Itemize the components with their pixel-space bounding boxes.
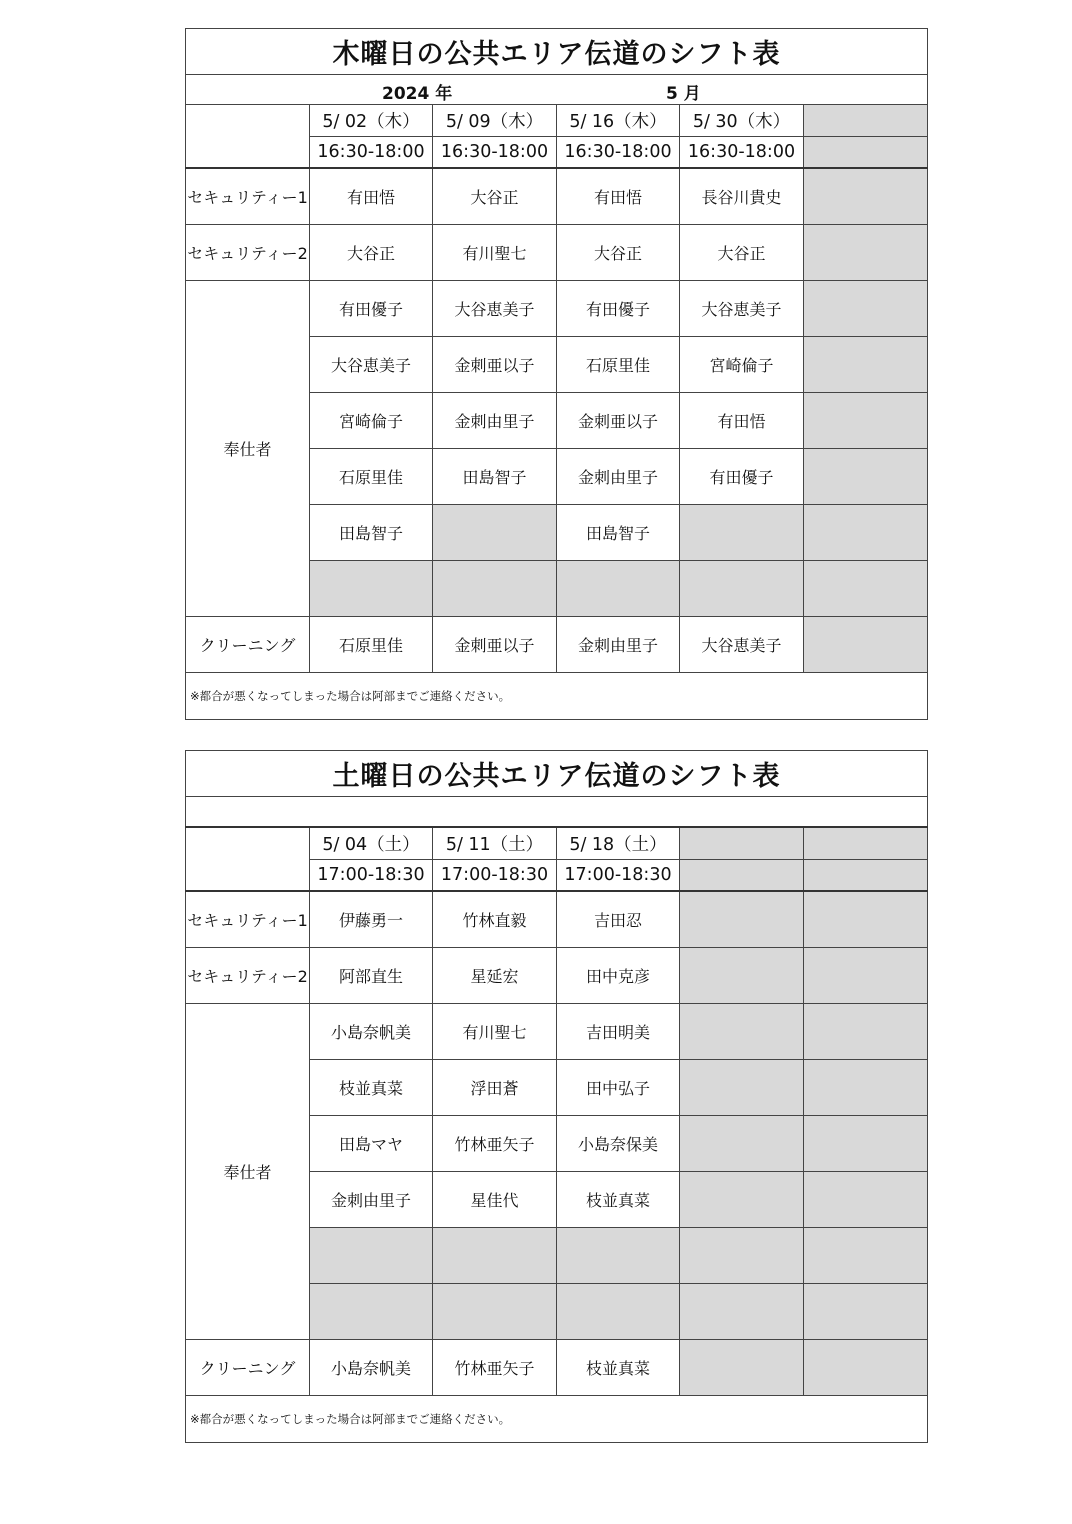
empty-cell [680, 948, 804, 1004]
assignee-cell: 枝並真菜 [557, 1172, 680, 1228]
assignee-cell: 金刺由里子 [433, 393, 557, 449]
empty-cell [680, 1340, 804, 1396]
assignee-cell: 大谷正 [680, 225, 804, 281]
empty-cell [804, 891, 928, 948]
empty-cell [557, 1228, 680, 1284]
saturday-shift-sheet [185, 750, 927, 1443]
assignee-cell: 小島奈帆美 [310, 1340, 433, 1396]
empty-cell [680, 1284, 804, 1340]
empty-cell [804, 137, 928, 169]
empty-cell [804, 1172, 928, 1228]
role-label-security1: セキュリティー1 [186, 891, 310, 948]
assignee-cell: 大谷恵美子 [433, 281, 557, 337]
year-month-header [186, 75, 928, 105]
empty-cell [804, 561, 928, 617]
empty-cell [804, 337, 928, 393]
empty-cell [680, 827, 804, 860]
assignee-cell: 竹林直毅 [433, 891, 557, 948]
assignee-cell: 小島奈保美 [557, 1116, 680, 1172]
assignee-cell: 田中弘子 [557, 1060, 680, 1116]
assignee-cell: 田島智子 [310, 505, 433, 561]
assignee-cell: 田島智子 [557, 505, 680, 561]
role-label-volunteers: 奉仕者 [186, 1004, 310, 1340]
assignee-cell: 石原里佳 [310, 617, 433, 673]
assignee-cell: 有田優子 [310, 281, 433, 337]
table-row [186, 1340, 928, 1396]
empty-cell [680, 505, 804, 561]
empty-cell [804, 105, 928, 137]
assignee-cell: 長谷川貴史 [680, 168, 804, 225]
empty-cell [433, 505, 557, 561]
empty-cell [557, 1284, 680, 1340]
contact-note: ※都合が悪くなってしまった場合は阿部までご連絡ください。 [186, 1396, 928, 1443]
time-header: 16:30-18:00 [557, 137, 680, 169]
role-label-security2: セキュリティー2 [186, 225, 310, 281]
sheet-title: 土曜日の公共エリア伝道のシフト表 [186, 751, 928, 797]
assignee-cell: 宮崎倫子 [680, 337, 804, 393]
empty-cell [680, 891, 804, 948]
empty-cell [680, 1004, 804, 1060]
empty-cell [310, 1284, 433, 1340]
empty-cell [680, 1060, 804, 1116]
assignee-cell: 竹林亜矢子 [433, 1340, 557, 1396]
empty-cell [433, 1228, 557, 1284]
assignee-cell: 有田優子 [557, 281, 680, 337]
assignee-cell: 金刺由里子 [557, 617, 680, 673]
assignee-cell: 有田悟 [310, 168, 433, 225]
assignee-cell: 金刺亜以子 [433, 617, 557, 673]
table-row [186, 281, 928, 337]
assignee-cell: 大谷恵美子 [680, 281, 804, 337]
assignee-cell: 金刺亜以子 [433, 337, 557, 393]
empty-cell [433, 1284, 557, 1340]
table-row [186, 168, 928, 225]
assignee-cell: 枝並真菜 [310, 1060, 433, 1116]
time-header: 16:30-18:00 [433, 137, 557, 169]
month-label: 5 月 [666, 84, 701, 104]
assignee-cell: 大谷正 [433, 168, 557, 225]
date-header: 5/ 16（木） [557, 105, 680, 137]
assignee-cell: 田中克彦 [557, 948, 680, 1004]
assignee-cell: 石原里佳 [557, 337, 680, 393]
assignee-cell: 吉田忍 [557, 891, 680, 948]
empty-cell [680, 1172, 804, 1228]
thursday-shift-table [185, 28, 928, 720]
table-row [186, 891, 928, 948]
assignee-cell: 大谷正 [557, 225, 680, 281]
sheet-title: 木曜日の公共エリア伝道のシフト表 [186, 29, 928, 75]
saturday-shift-table [185, 750, 928, 1443]
assignee-cell: 有川聖七 [433, 225, 557, 281]
date-header: 5/ 04（土） [310, 827, 433, 860]
assignee-cell: 大谷恵美子 [680, 617, 804, 673]
empty-cell [804, 860, 928, 892]
empty-cell [804, 281, 928, 337]
assignee-cell: 浮田蒼 [433, 1060, 557, 1116]
empty-cell [804, 393, 928, 449]
header-corner [186, 827, 310, 891]
time-header: 16:30-18:00 [310, 137, 433, 169]
role-label-volunteers: 奉仕者 [186, 281, 310, 617]
empty-cell [804, 168, 928, 225]
assignee-cell: 有田悟 [680, 393, 804, 449]
empty-cell [433, 561, 557, 617]
empty-cell [680, 860, 804, 892]
assignee-cell: 宮崎倫子 [310, 393, 433, 449]
assignee-cell: 阿部直生 [310, 948, 433, 1004]
empty-cell [310, 1228, 433, 1284]
assignee-cell: 有田悟 [557, 168, 680, 225]
empty-cell [804, 827, 928, 860]
empty-cell [804, 1060, 928, 1116]
empty-cell [310, 561, 433, 617]
empty-cell [804, 1116, 928, 1172]
assignee-cell: 伊藤勇一 [310, 891, 433, 948]
empty-cell [804, 1340, 928, 1396]
assignee-cell: 金刺亜以子 [557, 393, 680, 449]
empty-cell [680, 1228, 804, 1284]
assignee-cell: 金刺由里子 [310, 1172, 433, 1228]
time-header: 17:00-18:30 [310, 860, 433, 892]
assignee-cell: 星延宏 [433, 948, 557, 1004]
role-label-cleaning: クリーニング [186, 1340, 310, 1396]
role-label-cleaning: クリーニング [186, 617, 310, 673]
empty-cell [804, 225, 928, 281]
assignee-cell: 田島智子 [433, 449, 557, 505]
time-header: 17:00-18:30 [557, 860, 680, 892]
thursday-shift-sheet [185, 28, 927, 720]
time-header: 16:30-18:00 [680, 137, 804, 169]
empty-cell [804, 948, 928, 1004]
empty-cell [804, 1284, 928, 1340]
empty-cell [804, 617, 928, 673]
empty-cell [680, 1116, 804, 1172]
empty-cell [804, 505, 928, 561]
table-row [186, 1004, 928, 1060]
empty-cell [804, 1004, 928, 1060]
assignee-cell: 大谷正 [310, 225, 433, 281]
assignee-cell: 石原里佳 [310, 449, 433, 505]
date-header: 5/ 18（土） [557, 827, 680, 860]
header-corner [186, 105, 310, 169]
assignee-cell: 枝並真菜 [557, 1340, 680, 1396]
year-label: 2024 年 [382, 84, 453, 104]
assignee-cell: 竹林亜矢子 [433, 1116, 557, 1172]
empty-cell [804, 449, 928, 505]
time-header: 17:00-18:30 [433, 860, 557, 892]
role-label-security1: セキュリティー1 [186, 168, 310, 225]
assignee-cell: 有川聖七 [433, 1004, 557, 1060]
contact-note: ※都合が悪くなってしまった場合は阿部までご連絡ください。 [186, 673, 928, 720]
date-header: 5/ 30（木） [680, 105, 804, 137]
assignee-cell: 大谷恵美子 [310, 337, 433, 393]
empty-cell [804, 1228, 928, 1284]
table-row [186, 617, 928, 673]
blank-header-row [186, 797, 928, 828]
assignee-cell: 吉田明美 [557, 1004, 680, 1060]
table-row [186, 225, 928, 281]
assignee-cell: 小島奈帆美 [310, 1004, 433, 1060]
assignee-cell: 有田優子 [680, 449, 804, 505]
date-header: 5/ 11（土） [433, 827, 557, 860]
empty-cell [680, 561, 804, 617]
empty-cell [557, 561, 680, 617]
date-header: 5/ 09（木） [433, 105, 557, 137]
role-label-security2: セキュリティー2 [186, 948, 310, 1004]
table-row [186, 948, 928, 1004]
assignee-cell: 金刺由里子 [557, 449, 680, 505]
assignee-cell: 星佳代 [433, 1172, 557, 1228]
date-header: 5/ 02（木） [310, 105, 433, 137]
assignee-cell: 田島マヤ [310, 1116, 433, 1172]
